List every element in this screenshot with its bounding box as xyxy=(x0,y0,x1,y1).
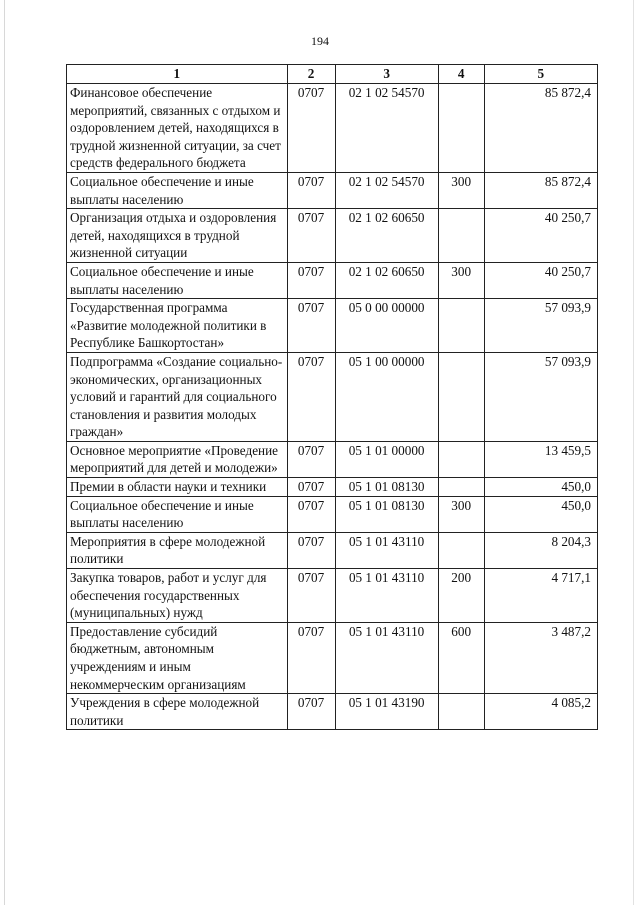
row-sum-cell: 3 487,2 xyxy=(484,622,597,693)
row-section-cell: 0707 xyxy=(287,172,335,208)
budget-table xyxy=(66,64,598,730)
row-code-cell: 05 1 00 00000 xyxy=(335,352,438,441)
header-col-1: 1 xyxy=(67,65,288,84)
row-name-cell: Государственная программа «Развитие молодежной политики в Республике Башкортостан» xyxy=(67,299,288,353)
table-row xyxy=(67,209,598,263)
row-sum-cell: 8 204,3 xyxy=(484,532,597,568)
row-sum-cell: 40 250,7 xyxy=(484,262,597,298)
row-code-cell: 05 1 01 43110 xyxy=(335,622,438,693)
row-sum-cell: 57 093,9 xyxy=(484,299,597,353)
row-section-cell: 0707 xyxy=(287,694,335,730)
table-row xyxy=(67,694,598,730)
row-sum-cell: 4 717,1 xyxy=(484,569,597,623)
row-name-cell: Основное мероприятие «Проведение мероприятий для детей и молодежи» xyxy=(67,441,288,477)
row-section-cell: 0707 xyxy=(287,532,335,568)
row-section-cell: 0707 xyxy=(287,441,335,477)
row-code-cell: 05 1 01 43110 xyxy=(335,569,438,623)
row-section-cell: 0707 xyxy=(287,496,335,532)
row-section-cell: 0707 xyxy=(287,262,335,298)
row-type-cell: 300 xyxy=(438,262,484,298)
table-row xyxy=(67,441,598,477)
row-type-cell xyxy=(438,694,484,730)
row-name-cell: Социальное обеспечение и иные выплаты населению xyxy=(67,496,288,532)
row-sum-cell: 40 250,7 xyxy=(484,209,597,263)
row-name-cell: Подпрограмма «Создание социально-экономических, организационных условий и гарантий для социального становления и развития молодых граждан» xyxy=(67,352,288,441)
row-type-cell xyxy=(438,299,484,353)
table-row xyxy=(67,622,598,693)
row-code-cell: 05 1 01 43190 xyxy=(335,694,438,730)
row-sum-cell: 85 872,4 xyxy=(484,172,597,208)
row-type-cell: 300 xyxy=(438,496,484,532)
row-type-cell xyxy=(438,84,484,173)
row-name-cell: Финансовое обеспечение мероприятий, связанных с отдыхом и оздоровлением детей, находящихся в трудной жизненной ситуации, за счет средств федерального бюджета xyxy=(67,84,288,173)
header-col-3: 3 xyxy=(335,65,438,84)
row-code-cell: 02 1 02 60650 xyxy=(335,209,438,263)
row-section-cell: 0707 xyxy=(287,622,335,693)
row-type-cell xyxy=(438,478,484,497)
header-col-2: 2 xyxy=(287,65,335,84)
row-code-cell: 02 1 02 54570 xyxy=(335,172,438,208)
row-name-cell: Учреждения в сфере молодежной политики xyxy=(67,694,288,730)
row-sum-cell: 450,0 xyxy=(484,496,597,532)
row-sum-cell: 4 085,2 xyxy=(484,694,597,730)
table-row xyxy=(67,172,598,208)
row-name-cell: Организация отдыха и оздоровления детей, находящихся в трудной жизненной ситуации xyxy=(67,209,288,263)
row-type-cell xyxy=(438,532,484,568)
scan-edge-right xyxy=(633,0,634,905)
page-number: 194 xyxy=(311,34,329,48)
row-type-cell xyxy=(438,441,484,477)
table-header-row xyxy=(67,65,598,84)
row-name-cell: Мероприятия в сфере молодежной политики xyxy=(67,532,288,568)
row-code-cell: 05 0 00 00000 xyxy=(335,299,438,353)
header-col-4: 4 xyxy=(438,65,484,84)
row-section-cell: 0707 xyxy=(287,209,335,263)
row-type-cell xyxy=(438,209,484,263)
table-row xyxy=(67,299,598,353)
row-code-cell: 05 1 01 08130 xyxy=(335,478,438,497)
header-col-5: 5 xyxy=(484,65,597,84)
row-name-cell: Социальное обеспечение и иные выплаты населению xyxy=(67,262,288,298)
row-code-cell: 05 1 01 08130 xyxy=(335,496,438,532)
row-type-cell: 300 xyxy=(438,172,484,208)
row-type-cell: 600 xyxy=(438,622,484,693)
row-type-cell xyxy=(438,352,484,441)
table-row xyxy=(67,84,598,173)
row-code-cell: 02 1 02 60650 xyxy=(335,262,438,298)
row-sum-cell: 85 872,4 xyxy=(484,84,597,173)
table-row xyxy=(67,478,598,497)
table-row xyxy=(67,569,598,623)
row-section-cell: 0707 xyxy=(287,478,335,497)
row-name-cell: Премии в области науки и техники xyxy=(67,478,288,497)
row-name-cell: Предоставление субсидий бюджетным, автономным учреждениям и иным некоммерческим организациям xyxy=(67,622,288,693)
row-section-cell: 0707 xyxy=(287,84,335,173)
row-type-cell: 200 xyxy=(438,569,484,623)
row-sum-cell: 13 459,5 xyxy=(484,441,597,477)
row-section-cell: 0707 xyxy=(287,299,335,353)
table-row xyxy=(67,532,598,568)
row-code-cell: 05 1 01 43110 xyxy=(335,532,438,568)
row-section-cell: 0707 xyxy=(287,352,335,441)
row-sum-cell: 450,0 xyxy=(484,478,597,497)
row-code-cell: 05 1 01 00000 xyxy=(335,441,438,477)
row-code-cell: 02 1 02 54570 xyxy=(335,84,438,173)
row-name-cell: Социальное обеспечение и иные выплаты населению xyxy=(67,172,288,208)
table-row xyxy=(67,496,598,532)
row-section-cell: 0707 xyxy=(287,569,335,623)
scan-edge-left xyxy=(4,0,5,905)
table-row xyxy=(67,262,598,298)
row-sum-cell: 57 093,9 xyxy=(484,352,597,441)
table-row xyxy=(67,352,598,441)
row-name-cell: Закупка товаров, работ и услуг для обеспечения государственных (муниципальных) нужд xyxy=(67,569,288,623)
